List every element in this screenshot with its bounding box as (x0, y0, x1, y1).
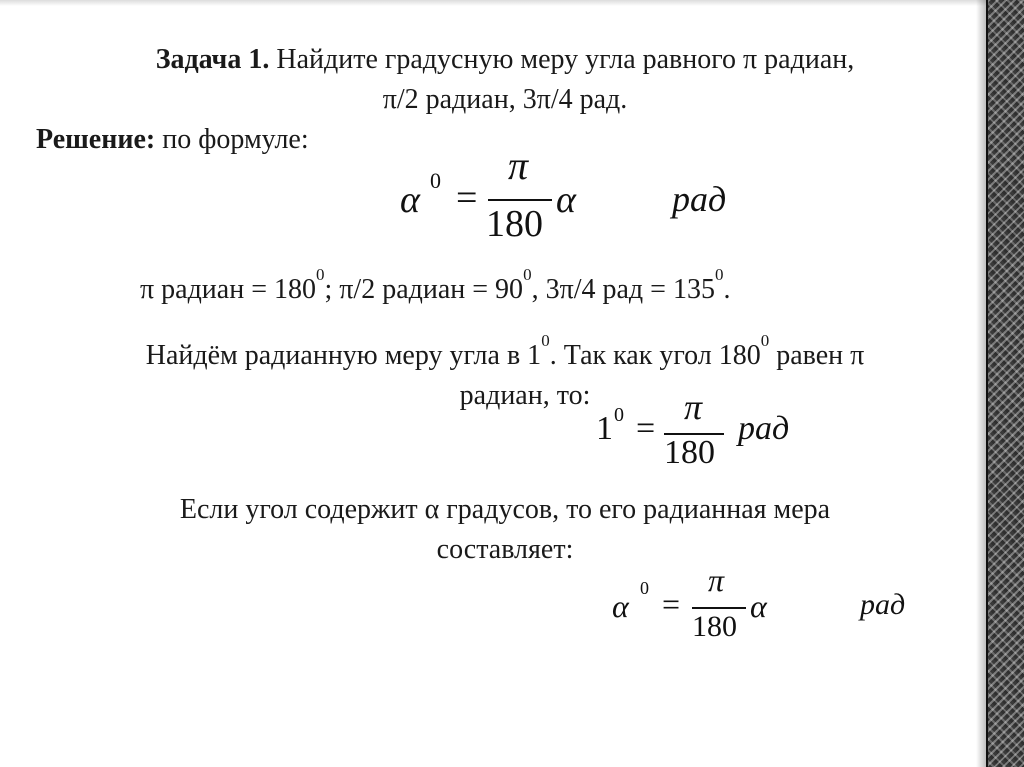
decorative-edge-border (986, 0, 1024, 767)
task-statement (40, 40, 970, 120)
task-line-1 (40, 40, 970, 80)
solution-text: по формуле: (155, 124, 309, 155)
result-part-2: ; π/2 радиан = 90 (324, 274, 524, 305)
formula3-alpha-lhs: α (612, 588, 629, 624)
para2-text-3: равен π (769, 340, 865, 371)
result-part-1: π радиан = 180 (140, 274, 316, 305)
formula1-denominator: 180 (486, 203, 543, 245)
formula3-numerator: π (708, 562, 725, 598)
formula1-superscript: 0 (430, 168, 441, 193)
formula2-numerator: π (684, 387, 703, 427)
formula-degrees (400, 143, 760, 250)
para2-line-2: радиан, то: (459, 380, 591, 411)
para2-sup-2: 0 (760, 331, 770, 350)
formula2-one: 1 (596, 410, 613, 447)
formula1-numerator: π (508, 143, 529, 188)
para3-line-1: Если угол содержит α градусов, то его радианная мера (179, 494, 831, 525)
para2-line-1 (40, 331, 970, 376)
formula-general (612, 562, 932, 656)
solution-line (36, 120, 309, 160)
result-sup-1: 0 (316, 265, 325, 284)
result-sup-3: 0 (714, 265, 724, 284)
formula3-alpha-rhs: α (750, 588, 767, 624)
formula3-equals: = (662, 586, 681, 622)
formula1-fraction-bar (488, 199, 552, 201)
formula2-denominator: 180 (664, 434, 715, 471)
formula3-unit: рад (860, 588, 906, 621)
para2-sup-1: 0 (541, 331, 550, 350)
formula2-equals: = (636, 410, 656, 447)
formula2-superscript: 0 (614, 404, 624, 426)
paragraph-general (40, 490, 970, 570)
result-part-4: . (723, 274, 731, 305)
formula3-denominator: 180 (692, 610, 737, 643)
formula1-alpha-rhs: α (556, 179, 576, 221)
result-part-3: , 3π/4 рад = 135 (531, 274, 715, 305)
formula1-alpha-lhs: α (400, 179, 420, 221)
formula1-unit: рад (672, 179, 727, 219)
formula3-fraction-bar (692, 607, 746, 609)
formula1-equals: = (456, 177, 478, 219)
conversion-results (140, 265, 731, 310)
formula-one-degree (596, 387, 856, 482)
result-sup-2: 0 (523, 265, 532, 284)
task-text: Найдите градусную меру угла равного π радиан, (269, 44, 855, 75)
task-label: Задача 1. (155, 44, 270, 75)
task-line-2: π/2 радиан, 3π/4 рад. (382, 84, 628, 115)
para2-text-1: Найдём радианную меру угла в 1 (145, 340, 542, 371)
formula2-unit: рад (738, 410, 790, 447)
formula3-superscript: 0 (640, 578, 649, 598)
para2-text-2: . Так как угол 180 (549, 340, 761, 371)
solution-label: Решение: (36, 124, 156, 155)
para3-line-2: составляет: (436, 534, 574, 565)
